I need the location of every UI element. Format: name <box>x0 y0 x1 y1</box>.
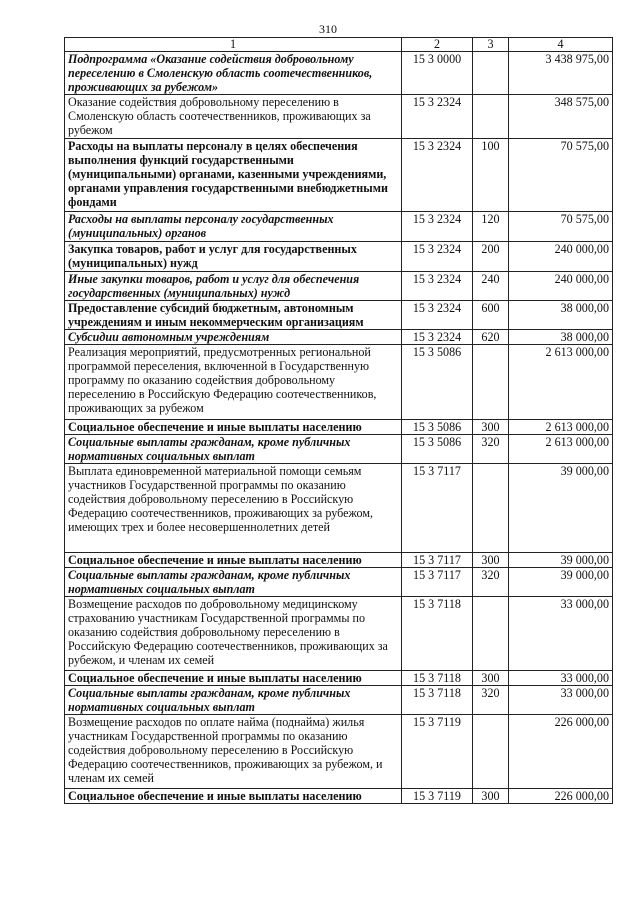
page-number: 310 <box>319 22 337 36</box>
row-name-cell: Социальные выплаты гражданам, кроме публичных нормативных социальных выплат <box>65 435 402 464</box>
row-amount-cell: 39 000,00 <box>509 568 613 597</box>
row-amount-cell: 70 575,00 <box>509 212 613 242</box>
row-name-cell: Расходы на выплаты персоналу в целях обеспечения выполнения функций государственными (муниципальными) органами, казенными учреждениями, органами управления государственными внебюджетными фондами <box>65 139 402 212</box>
row-code-cell: 15 3 2324 <box>402 330 473 345</box>
table-row <box>65 345 613 420</box>
row-code-cell: 15 3 7118 <box>402 597 473 671</box>
table-row <box>65 568 613 597</box>
row-amount-cell: 33 000,00 <box>509 597 613 671</box>
row-code-cell: 15 3 2324 <box>402 301 473 330</box>
row-type-cell <box>473 95 509 139</box>
table-row <box>65 272 613 301</box>
row-amount-cell: 38 000,00 <box>509 330 613 345</box>
row-code-cell: 15 3 5086 <box>402 435 473 464</box>
table-row <box>65 553 613 568</box>
row-name-cell: Социальные выплаты гражданам, кроме публичных нормативных социальных выплат <box>65 568 402 597</box>
row-code-cell: 15 3 7119 <box>402 715 473 789</box>
row-name-cell: Оказание содействия добровольному переселению в Смоленскую область соотечественников, проживающих за рубежом <box>65 95 402 139</box>
header-cell-4: 4 <box>509 38 613 52</box>
row-code-cell: 15 3 7118 <box>402 686 473 715</box>
header-cell-1: 1 <box>65 38 402 52</box>
row-code-cell: 15 3 2324 <box>402 272 473 301</box>
row-code-cell: 15 3 7117 <box>402 568 473 597</box>
row-amount-cell: 348 575,00 <box>509 95 613 139</box>
row-amount-cell: 2 613 000,00 <box>509 345 613 420</box>
table-row <box>65 789 613 804</box>
row-type-cell: 320 <box>473 568 509 597</box>
row-code-cell: 15 3 7117 <box>402 464 473 553</box>
row-code-cell: 15 3 5086 <box>402 420 473 435</box>
row-amount-cell: 226 000,00 <box>509 789 613 804</box>
row-type-cell: 200 <box>473 242 509 272</box>
row-name-cell: Социальное обеспечение и иные выплаты населению <box>65 671 402 686</box>
row-type-cell: 620 <box>473 330 509 345</box>
table-row <box>65 686 613 715</box>
row-code-cell: 15 3 2324 <box>402 212 473 242</box>
row-type-cell <box>473 52 509 95</box>
row-name-cell: Социальные выплаты гражданам, кроме публичных нормативных социальных выплат <box>65 686 402 715</box>
row-type-cell: 120 <box>473 212 509 242</box>
row-code-cell: 15 3 0000 <box>402 52 473 95</box>
table-body <box>65 52 613 804</box>
row-name-cell: Выплата единовременной материальной помощи семьям участников Государственной программы по оказанию содействия добровольному переселению в Российскую Федерацию соотечественников, проживающих за рубежом, имеющих трех и более несовершеннолетних детей <box>65 464 402 553</box>
table-row <box>65 212 613 242</box>
budget-table <box>64 37 613 804</box>
row-type-cell <box>473 345 509 420</box>
row-name-cell: Расходы на выплаты персоналу государственных (муниципальных) органов <box>65 212 402 242</box>
row-name-cell: Социальное обеспечение и иные выплаты населению <box>65 553 402 568</box>
row-amount-cell: 226 000,00 <box>509 715 613 789</box>
row-code-cell: 15 3 2324 <box>402 139 473 212</box>
table-row <box>65 242 613 272</box>
row-amount-cell: 38 000,00 <box>509 301 613 330</box>
row-code-cell: 15 3 7117 <box>402 553 473 568</box>
table-row <box>65 95 613 139</box>
header-cell-2: 2 <box>402 38 473 52</box>
row-type-cell: 300 <box>473 420 509 435</box>
table-row <box>65 330 613 345</box>
row-type-cell: 320 <box>473 435 509 464</box>
row-amount-cell: 39 000,00 <box>509 464 613 553</box>
row-name-cell: Реализация мероприятий, предусмотренных региональной программой переселения, включенной в Государственную программу по оказанию содействия добровольному переселению в Российскую Федерацию соотечественников, проживающих за рубежом <box>65 345 402 420</box>
row-amount-cell: 2 613 000,00 <box>509 420 613 435</box>
row-type-cell: 100 <box>473 139 509 212</box>
table-row <box>65 715 613 789</box>
row-type-cell <box>473 597 509 671</box>
header-cell-3: 3 <box>473 38 509 52</box>
row-amount-cell: 39 000,00 <box>509 553 613 568</box>
table-row <box>65 435 613 464</box>
row-amount-cell: 3 438 975,00 <box>509 52 613 95</box>
row-amount-cell: 240 000,00 <box>509 272 613 301</box>
row-type-cell: 300 <box>473 789 509 804</box>
row-name-cell: Иные закупки товаров, работ и услуг для обеспечения государственных (муниципальных) нужд <box>65 272 402 301</box>
table-row <box>65 52 613 95</box>
row-name-cell: Субсидии автономным учреждениям <box>65 330 402 345</box>
row-amount-cell: 70 575,00 <box>509 139 613 212</box>
row-code-cell: 15 3 2324 <box>402 242 473 272</box>
row-type-cell <box>473 715 509 789</box>
row-name-cell: Закупка товаров, работ и услуг для государственных (муниципальных) нужд <box>65 242 402 272</box>
row-name-cell: Предоставление субсидий бюджетным, автономным учреждениям и иным некоммерческим организациям <box>65 301 402 330</box>
row-name-cell: Подпрограмма «Оказание содействия добровольному переселению в Смоленскую область соотечественников, проживающих за рубежом» <box>65 52 402 95</box>
row-type-cell: 320 <box>473 686 509 715</box>
row-name-cell: Социальное обеспечение и иные выплаты населению <box>65 789 402 804</box>
row-name-cell: Возмещение расходов по оплате найма (поднайма) жилья участникам Государственной программы по оказанию содействия добровольному переселению в Российскую Федерацию соотечественников, проживающих за рубежом, и членам их семей <box>65 715 402 789</box>
table-row <box>65 139 613 212</box>
table-row <box>65 597 613 671</box>
row-type-cell <box>473 464 509 553</box>
row-amount-cell: 240 000,00 <box>509 242 613 272</box>
table-row <box>65 301 613 330</box>
row-code-cell: 15 3 5086 <box>402 345 473 420</box>
row-code-cell: 15 3 2324 <box>402 95 473 139</box>
row-code-cell: 15 3 7118 <box>402 671 473 686</box>
table-header-row <box>65 38 613 52</box>
row-type-cell: 300 <box>473 553 509 568</box>
row-type-cell: 600 <box>473 301 509 330</box>
row-amount-cell: 33 000,00 <box>509 686 613 715</box>
row-amount-cell: 2 613 000,00 <box>509 435 613 464</box>
table-row <box>65 420 613 435</box>
row-name-cell: Возмещение расходов по добровольному медицинскому страхованию участникам Государственной программы по оказанию содействия добровольному переселению в Российскую Федерацию соотечественников, проживающих за рубежом, и членам их семей <box>65 597 402 671</box>
table-row <box>65 671 613 686</box>
row-type-cell: 240 <box>473 272 509 301</box>
row-amount-cell: 33 000,00 <box>509 671 613 686</box>
row-code-cell: 15 3 7119 <box>402 789 473 804</box>
table-row <box>65 464 613 553</box>
row-name-cell: Социальное обеспечение и иные выплаты населению <box>65 420 402 435</box>
row-type-cell: 300 <box>473 671 509 686</box>
